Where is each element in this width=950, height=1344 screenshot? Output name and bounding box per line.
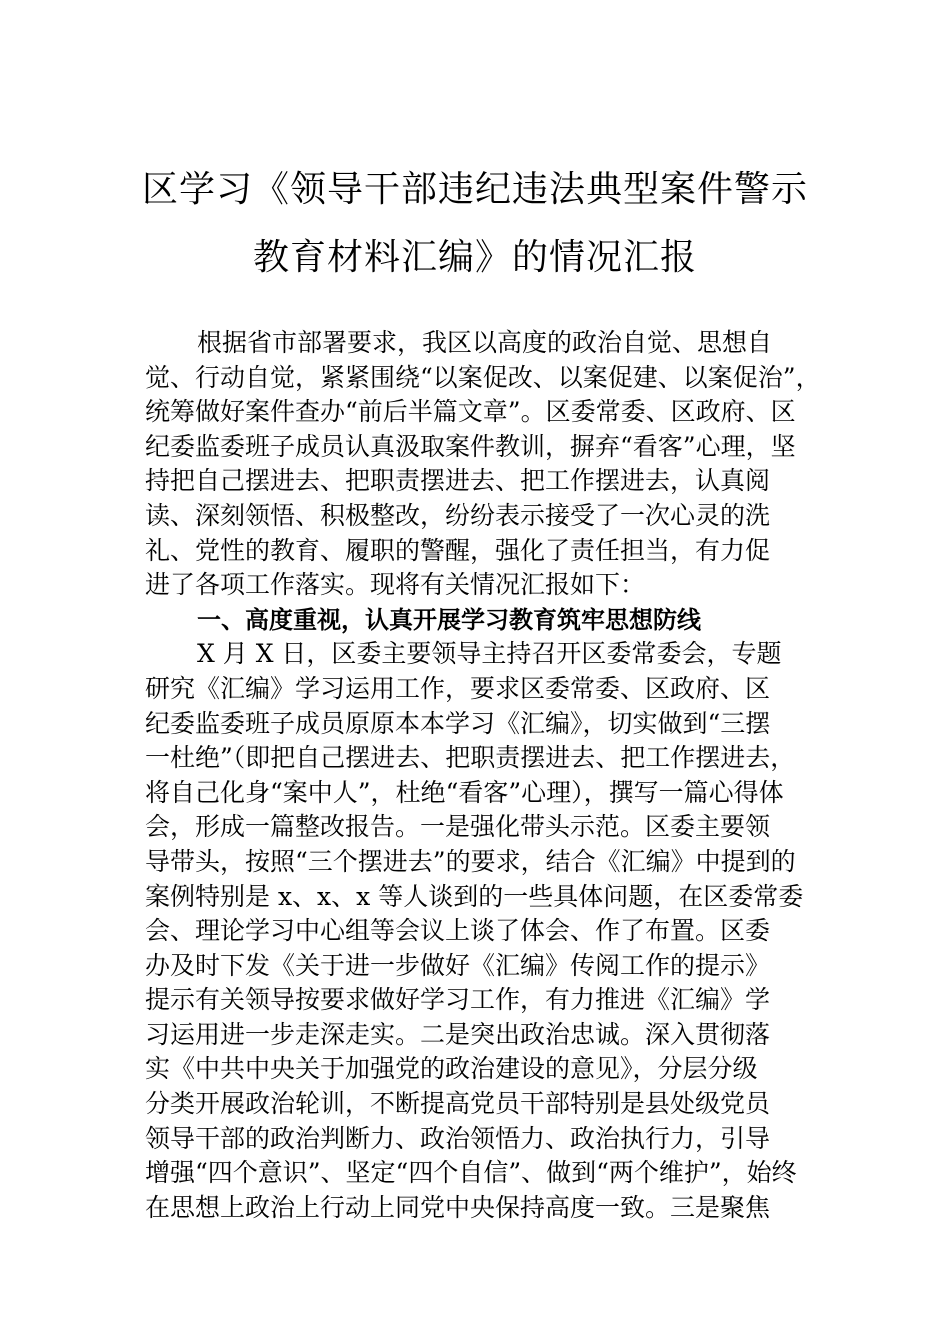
paragraph-line: 将自己化身“案中人”，杜绝“看客”心理），撰写一篇心得体 — [145, 777, 784, 807]
paragraph-line: 礼、党性的教育、履职的警醒，强化了责任担当，有力促 — [145, 535, 771, 565]
paragraph-line: 纪委监委班子成员认真汲取案件教训，摒弃“看客”心理，坚 — [145, 431, 796, 461]
document-title-line-2: 教育材料汇编》的情况汇报 — [252, 237, 697, 278]
paragraph-line: 根据省市部署要求，我区以高度的政治自觉、思想自 — [197, 328, 773, 357]
paragraph-line: 一杜绝”（即把自己摆进去、把职责摆进去、把工作摆进去， — [145, 743, 796, 773]
paragraph-line: 习运用进一步走深走实。二是突出政治忠诚。深入贯彻落 — [145, 1019, 771, 1049]
paragraph-line: 会、理论学习中心组等会议上谈了体会、作了布置。区委 — [145, 916, 771, 946]
section-heading: 一、高度重视，认真开展学习教育筑牢思想防线 — [197, 605, 701, 634]
paragraph-line: 纪委监委班子成员原原本本学习《汇编》，切实做到“三摆 — [145, 708, 771, 738]
paragraph-line: 导带头，按照“三个摆进去”的要求，结合《汇编》中提到的 — [145, 846, 796, 876]
paragraph-line: 会，形成一篇整改报告。一是强化带头示范。区委主要领 — [145, 812, 771, 842]
paragraph-line: 办及时下发《关于进一步做好《汇编》传阅工作的提示》 — [145, 950, 771, 980]
paragraph-line: 增强“四个意识”、坚定“四个自信”、做到“两个维护”，始终 — [145, 1158, 797, 1188]
paragraph-line: 领导干部的政治判断力、政治领悟力、政治执行力，引导 — [145, 1123, 771, 1153]
paragraph-line: X 月 X 日，区委主要领导主持召开区委常委会，专题 — [197, 639, 782, 669]
paragraph-line: 提示有关领导按要求做好学习工作，有力推进《汇编》学 — [145, 985, 771, 1015]
paragraph-line: 读、深刻领悟、积极整改，纷纷表示接受了一次心灵的洗 — [145, 500, 771, 530]
paragraph-line: 案例特别是 x、x、x 等人谈到的一些具体问题，在区委常委 — [145, 881, 804, 911]
paragraph-line: 研究《汇编》学习运用工作，要求区委常委、区政府、区 — [145, 673, 771, 703]
paragraph-line: 持把自己摆进去、把职责摆进去、把工作摆进去，认真阅 — [145, 466, 771, 496]
document-title-line-1: 区学习《领导干部违纪违法典型案件警示 — [141, 169, 808, 210]
paragraph-line: 觉、行动自觉，紧紧围绕“以案促改、以案促建、以案促治”， — [145, 362, 821, 392]
paragraph-line: 统筹做好案件查办“前后半篇文章”。区委常委、区政府、区 — [145, 397, 796, 427]
paragraph-line: 实《中共中央关于加强党的政治建设的意见》，分层分级 — [145, 1054, 758, 1084]
paragraph-line: 在思想上政治上行动上同党中央保持高度一致。三是聚焦 — [145, 1192, 771, 1222]
paragraph-line: 分类开展政治轮训，不断提高党员干部特别是县处级党员 — [145, 1089, 771, 1119]
document-body — [145, 326, 835, 1225]
paragraph-line: 进了各项工作落实。现将有关情况汇报如下： — [145, 570, 646, 600]
